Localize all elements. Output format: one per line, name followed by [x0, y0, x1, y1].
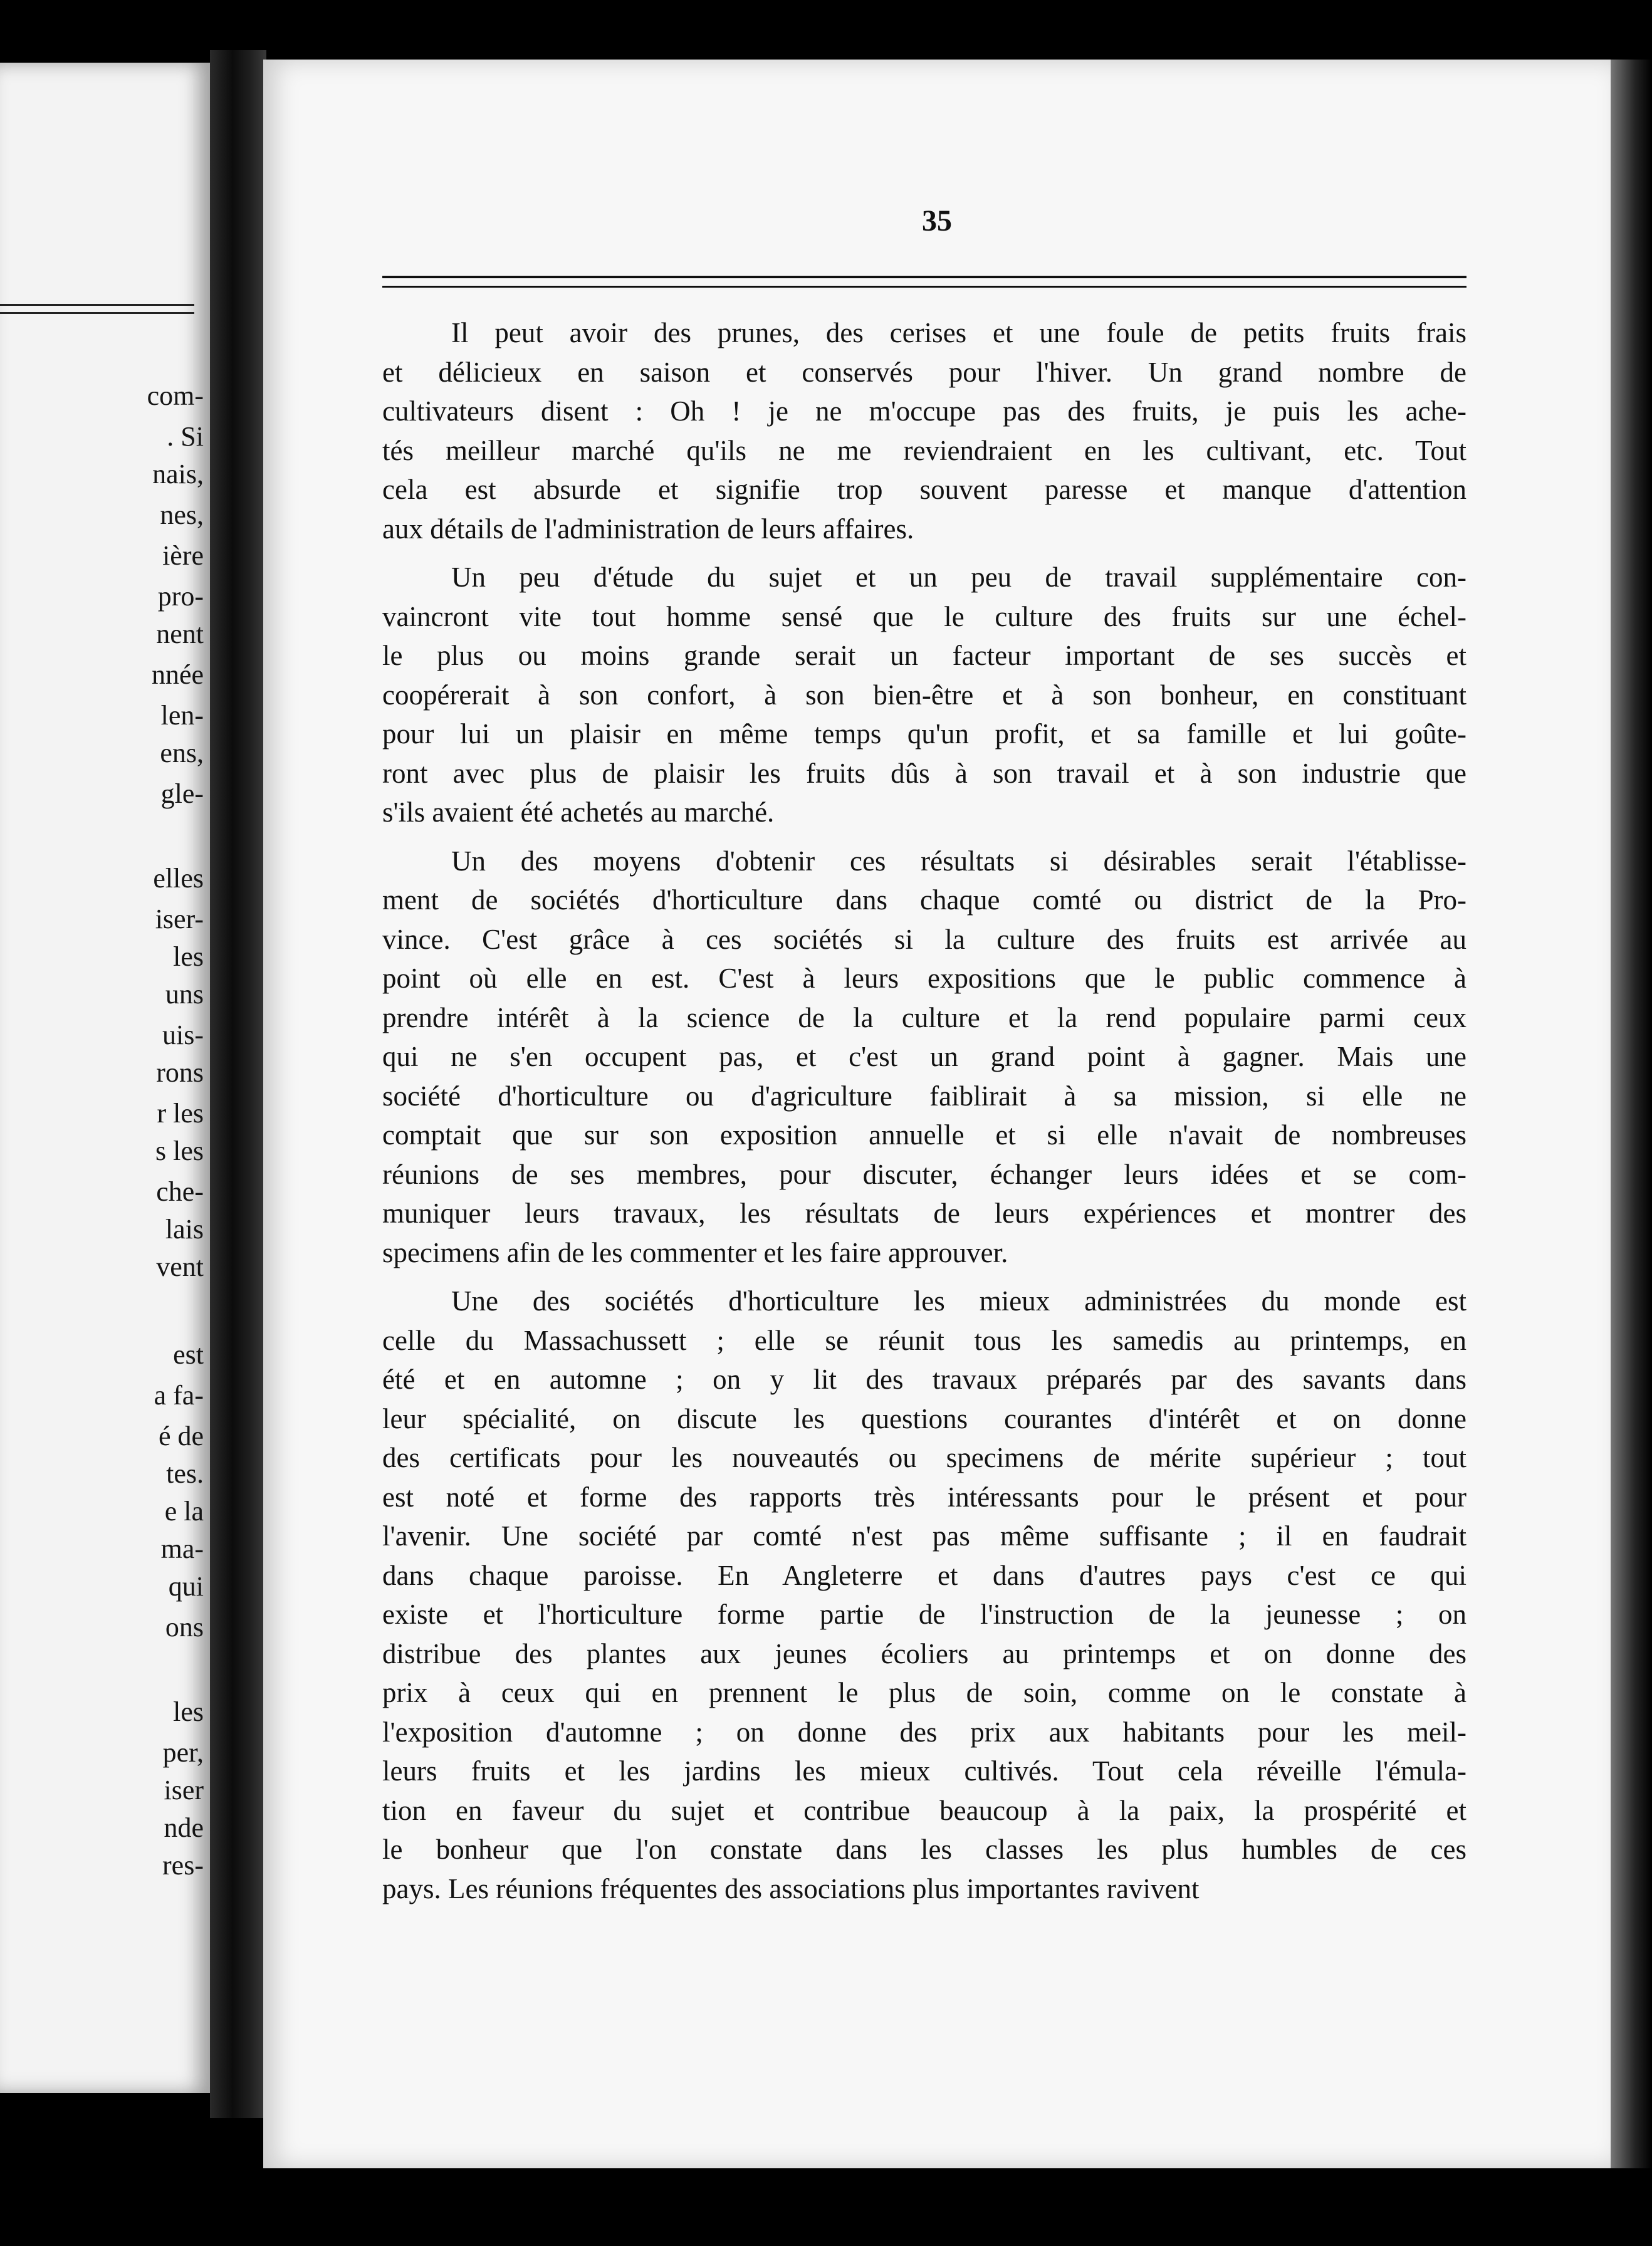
- left-page-fragment: rons: [156, 1057, 204, 1088]
- text-line: cultivateurs disent : Oh ! je ne m'occupe pas des fruits, je puis les ache-: [382, 395, 1466, 427]
- text-line: prix à ceux qui en prennent le plus de soin, comme on le constate à: [382, 1677, 1466, 1708]
- paragraph: [382, 313, 1466, 548]
- text-line: muniquer leurs travaux, les résultats de leurs expériences et montrer des: [382, 1198, 1466, 1229]
- left-page-fragment: pro-: [157, 581, 204, 612]
- text-line: et délicieux en saison et conservés pour l'hiver. Un grand nombre de: [382, 356, 1466, 388]
- text-line: qui ne s'en occupent pas, et c'est un grand point à gagner. Mais une: [382, 1041, 1466, 1072]
- paragraph: [382, 1282, 1466, 1908]
- text-line: existe et l'horticulture forme partie de l'instruction de la jeunesse ; on: [382, 1599, 1466, 1630]
- text-line: comptait que sur son exposition annuelle et si elle n'avait de nombreuses: [382, 1119, 1466, 1151]
- text-line: société d'horticulture ou d'agriculture faiblirait à sa mission, si elle ne: [382, 1080, 1466, 1112]
- text-line: vaincront vite tout homme sensé que le culture des fruits sur une échel-: [382, 600, 1466, 632]
- text-line: vince. C'est grâce à ces sociétés si la culture des fruits est arrivée au: [382, 923, 1466, 955]
- text-line: leur spécialité, on discute les questions courantes d'intérêt et on donne: [382, 1402, 1466, 1434]
- paragraph: [382, 558, 1466, 832]
- text-line: pour lui un plaisir en même temps qu'un profit, et sa famille et lui goûte-: [382, 718, 1466, 750]
- text-line: leurs fruits et les jardins les mieux cultivés. Tout cela réveille l'émula-: [382, 1755, 1466, 1787]
- text-line: Un des moyens d'obtenir ces résultats si désirables serait l'établisse-: [451, 845, 1466, 877]
- text-line: cela est absurde et signifie trop souvent paresse et manque d'attention: [382, 474, 1466, 505]
- text-line: l'exposition d'automne ; on donne des prix aux habitants pour les meil-: [382, 1716, 1466, 1748]
- text-line: aux détails de l'administration de leurs affaires.: [382, 513, 914, 545]
- text-line: l'avenir. Une société par comté n'est pas même suffisante ; il en faudrait: [382, 1520, 1466, 1552]
- text-line: le bonheur que l'on constate dans les classes les plus humbles de ces: [382, 1834, 1466, 1865]
- left-page-fragment: . Si: [167, 421, 204, 452]
- text-line: dans chaque paroisse. En Angleterre et dans d'autres pays c'est ce qui: [382, 1559, 1466, 1591]
- text-line: Il peut avoir des prunes, des cerises et une foule de petits fruits frais: [451, 317, 1466, 348]
- left-page-fragment: ons: [165, 1612, 204, 1643]
- body-text: [382, 313, 1466, 1918]
- left-page-fragment: iser-: [155, 904, 204, 934]
- text-line: tés meilleur marché qu'ils ne me reviendraient en les cultivant, etc. Tout: [382, 434, 1466, 466]
- page-edge-shadow: [1611, 60, 1652, 2168]
- left-page-fragment: a fa-: [154, 1380, 204, 1411]
- left-page-fragment: lais: [165, 1214, 204, 1245]
- left-page-fragment: est: [173, 1339, 204, 1370]
- text-line: s'ils avaient été achetés au marché.: [382, 797, 775, 828]
- left-page-fragment: elles: [153, 863, 204, 894]
- main-page: [263, 60, 1611, 2168]
- left-page-fragment: qui: [168, 1571, 204, 1602]
- left-page-fragment: len-: [160, 700, 204, 731]
- text-line: distribue des plantes aux jeunes écoliers au printemps et on donne des: [382, 1637, 1466, 1669]
- left-page-fragment: nent: [156, 619, 204, 649]
- left-page-fragment: s les: [155, 1136, 204, 1166]
- book-gutter: [210, 50, 266, 2118]
- left-page-fragment: les: [173, 941, 204, 972]
- left-page-fragment: les: [173, 1696, 204, 1727]
- text-line: est noté et forme des rapports très intéressants pour le présent et pour: [382, 1481, 1466, 1513]
- header-rule: [382, 276, 1466, 288]
- text-line: Une des sociétés d'horticulture les mieux administrées du monde est: [451, 1285, 1466, 1317]
- text-line: été et en automne ; on y lit des travaux préparés par des savants dans: [382, 1364, 1466, 1395]
- left-page-fragment: tes.: [166, 1458, 204, 1489]
- text-line: Un peu d'étude du sujet et un peu de travail supplémentaire con-: [451, 562, 1466, 593]
- left-page-fragment: com-: [147, 380, 204, 411]
- left-page-fragment: nde: [164, 1812, 204, 1843]
- text-line: tion en faveur du sujet et contribue beaucoup à la paix, la prospérité et: [382, 1794, 1466, 1826]
- left-page-fragment: uis-: [162, 1020, 204, 1050]
- text-line: des certificats pour les nouveautés ou specimens de mérite supérieur ; tout: [382, 1442, 1466, 1473]
- left-page-rule: [0, 304, 194, 314]
- text-line: ment de sociétés d'horticulture dans chaque comté ou district de la Pro-: [382, 884, 1466, 916]
- left-page-fragment: che-: [156, 1176, 204, 1207]
- left-page-fragment: r les: [157, 1098, 204, 1129]
- left-page-fragment: per,: [162, 1737, 204, 1768]
- left-page-fragment: ma-: [160, 1533, 204, 1564]
- left-page-fragment: gle-: [160, 778, 204, 809]
- text-line: pays. Les réunions fréquentes des associations plus importantes ravivent: [382, 1873, 1200, 1904]
- left-page-fragment: ens,: [160, 738, 204, 768]
- text-line: réunions de ses membres, pour discuter, échanger leurs idées et se com-: [382, 1158, 1466, 1190]
- text-line: point où elle en est. C'est à leurs expositions que le public commence à: [382, 963, 1466, 994]
- left-page-fragment: iser: [164, 1775, 204, 1805]
- left-page-fragment: ière: [162, 540, 204, 571]
- left-page-fragment: res-: [162, 1850, 204, 1881]
- left-facing-page: [0, 63, 210, 2093]
- paragraph: [382, 842, 1466, 1273]
- text-line: le plus ou moins grande serait un facteur important de ses succès et: [382, 640, 1466, 671]
- text-line: celle du Massachussett ; elle se réunit tous les samedis au printemps, en: [382, 1324, 1466, 1356]
- text-line: coopérerait à son confort, à son bien-être et à son bonheur, en constituant: [382, 679, 1466, 711]
- text-line: prendre intérêt à la science de la culture et la rend populaire parmi ceux: [382, 1001, 1466, 1033]
- left-page-fragment: e la: [164, 1496, 204, 1527]
- left-page-fragment: uns: [165, 979, 204, 1010]
- left-page-fragment: nes,: [160, 499, 204, 530]
- left-page-fragment: nais,: [152, 459, 204, 489]
- text-line: ront avec plus de plaisir les fruits dûs à son travail et à son industrie que: [382, 757, 1466, 789]
- left-page-fragment: nnée: [151, 659, 204, 690]
- left-page-fragment: vent: [156, 1251, 204, 1282]
- left-page-fragment: é de: [158, 1421, 204, 1451]
- page-number: 35: [922, 204, 952, 238]
- text-line: specimens afin de les commenter et les faire approuver.: [382, 1236, 1008, 1268]
